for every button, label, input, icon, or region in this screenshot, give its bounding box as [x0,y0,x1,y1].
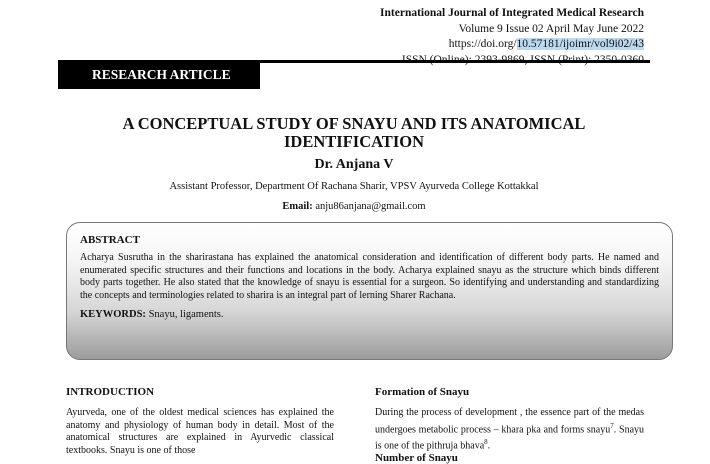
article-title [58,115,650,151]
formation-text-part3: . [487,440,491,452]
formation-section [375,386,644,453]
reference-8: 8 [484,438,488,447]
formation-text [375,407,644,453]
title-line-1: A CONCEPTUAL STUDY OF SNAYU AND ITS ANATOMICAL [122,114,586,133]
formation-text-part2: . Snayu is one of the pithruja bhava [375,423,645,452]
email-line [58,201,650,212]
title-line-2: IDENTIFICATION [284,132,424,151]
doi-line [380,37,644,53]
author-name: Dr. Anjana V [314,157,394,172]
keywords-value: Snayu, ligaments. [148,309,224,320]
doi-link[interactable]: 10.57181/ijoimr/vol9i02/43 [516,38,644,50]
journal-header [380,6,644,68]
abstract-box [66,222,673,360]
reference-7: 7 [610,421,614,430]
formation-text-part1: During the process of development , the essence part of the medas undergoes metabolic process – khara pka and forms snayu [375,407,644,435]
introduction-text: Ayurveda, one of the oldest medical sciences has explained the anatomy and physiology of human body in detail. Most of the anatomical structures are explained in Ayurvedic classical textbooks. Snayu is one of those [66,407,334,456]
doi-prefix: https://doi.org/ [448,38,517,50]
email-address[interactable]: anju86anjana@gmail.com [315,201,426,212]
email-label: Email: [282,201,313,212]
formation-heading: Formation of Snayu [375,386,470,398]
introduction-heading: INTRODUCTION [66,386,155,398]
author-affiliation: Assistant Professor, Department Of Rachana Sharir, VPSV Ayurveda College Kottakkal [169,181,539,192]
article-type-badge: RESEARCH ARTICLE [58,60,260,89]
abstract-text: Acharya Susrutha in the sharirastana has explained the anatomical consideration and identification of different body parts. He named and enumerated specific structures and their functions and locations in the body. Acharya explained snayu as the structure which binds different body parts together. He also stated that the knowledge of snayu is essential for a surgeon. So identifying and understanding and standardizing the concepts and terminologies related to sharira is an integral part of lerning Sharer Rachana. [80,252,659,301]
volume-issue: Volume 9 Issue 02 April May June 2022 [458,22,644,35]
keywords-line [80,309,659,320]
introduction-section [66,386,334,457]
number-of-snayu-heading: Number of Snayu [375,452,458,464]
keywords-label: KEYWORDS: [80,309,146,320]
journal-name: International Journal of Integrated Medical Research [380,7,644,19]
abstract-heading: ABSTRACT [80,234,140,246]
